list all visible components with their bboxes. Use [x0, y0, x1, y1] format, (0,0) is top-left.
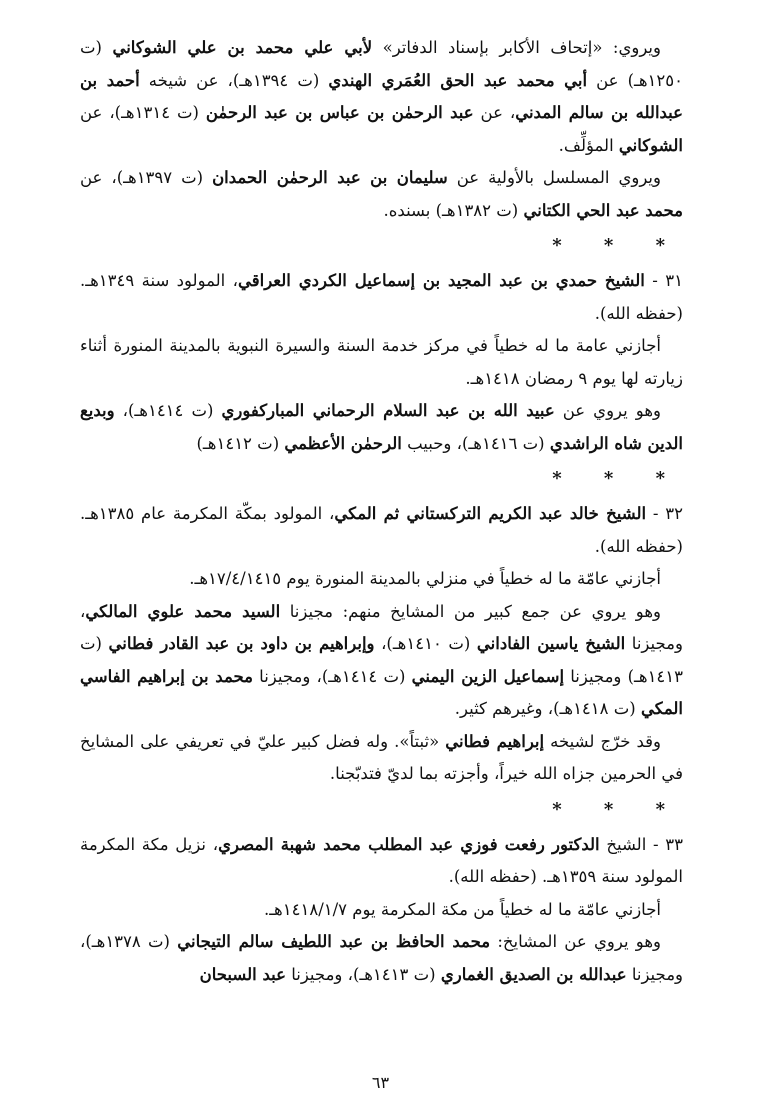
text-run: (ت ١٤١٦هـ)، وحبيب: [401, 433, 550, 453]
text-run: (ت ١٤١٣هـ) ومجيزنا: [80, 634, 684, 686]
text-run: ، نزيل مكة المكرمة المولود سنة ١٣٥٩هـ. (حفظه الله).: [80, 834, 683, 886]
text-run: وهو يروي عن: [554, 401, 661, 420]
text-run: ٣٢ -: [646, 504, 683, 523]
text-run: (ت ١٤١٨هـ)، وغيرهم كثير.: [454, 699, 641, 718]
bold-name-run: عبدالله بن الصديق الغماري: [440, 964, 627, 984]
text-run: أجازني عامّة ما له خطياً من مكة المكرمة يوم ١٤١٨/١/٧هـ.: [263, 899, 661, 919]
bold-name-run: أبي محمد عبد الحق العُمَري الهندي: [328, 70, 588, 90]
bold-name-run: الدكتور رفعت فوزي عبد المطلب محمد شهبة المصري: [218, 834, 600, 854]
bold-name-run: محمد عبد الحي الكتاني: [523, 200, 683, 220]
page-body: [80, 32, 683, 991]
text-run: ، المولود سنة ١٣٤٩هـ. (حفظه الله).: [80, 271, 683, 323]
bold-name-run: عبد الرحمٰن بن عباس بن عبد الرحمٰن: [205, 103, 474, 122]
bold-name-run: الرحمٰن الأعظمي: [284, 433, 402, 453]
body-paragraph: [80, 596, 683, 726]
text-run: (ت ١٤١٢هـ): [196, 433, 285, 453]
bold-name-run: لأبي علي محمد بن علي الشوكاني: [112, 38, 373, 57]
bold-name-run: عبيد الله بن عبد السلام الرحماني المباركفوري: [221, 401, 555, 420]
bold-name-run: الشيخ ياسين الفاداني: [476, 634, 626, 653]
text-run: (ت ١٣١٤هـ)، عن: [80, 103, 206, 122]
text-run: وقد خرّج لشيخه: [544, 731, 661, 751]
bold-name-run: وإبراهيم بن داود بن عبد القادر فطاني: [108, 634, 375, 653]
text-run: ويروي المسلسل بالأولية عن: [447, 168, 661, 187]
body-paragraph: [80, 330, 683, 395]
body-paragraph: [80, 563, 683, 596]
text-run: ٣٣ - الشيخ: [599, 834, 683, 854]
text-run: ، عن: [473, 103, 516, 122]
entry-heading-paragraph: [80, 829, 683, 894]
bold-name-run: الشيخ حمدي بن عبد المجيد بن إسماعيل الكردي العراقي: [237, 271, 645, 290]
body-paragraph: [80, 32, 683, 162]
text-run: ، المولود بمكّة المكرمة عام ١٣٨٥هـ. (حفظه الله).: [80, 504, 683, 556]
bold-name-run: إبراهيم فطاني: [445, 731, 545, 751]
text-run: وهو يروي عن المشايخ:: [490, 932, 661, 951]
text-run: (ت ١٣٧٨هـ)، ومجيزنا: [80, 932, 683, 984]
entry-heading-paragraph: [80, 265, 683, 330]
page-number: ٦٣: [371, 1073, 390, 1092]
text-run: (ت ١٣٩٤هـ)، عن شيخه: [139, 70, 329, 90]
bold-name-run: أحمد بن عبدالله بن سالم المدني: [80, 70, 684, 122]
section-separator: * * *: [552, 235, 683, 256]
text-run: وهو يروي عن جمع كبير من المشايخ منهم: مجيزنا: [280, 601, 661, 621]
text-run: (ت ١٣٨٢هـ) بسنده.: [383, 200, 524, 220]
bold-name-run: محمد بن إبراهيم الفاسي المكي: [80, 666, 683, 718]
body-paragraph: [80, 894, 683, 927]
bold-name-run: محمد الحافظ بن عبد اللطيف سالم التيجاني: [177, 932, 491, 951]
bold-name-run: سليمان بن عبد الرحمٰن الحمدان: [212, 168, 448, 187]
bold-name-run: إسماعيل الزين اليمني: [411, 666, 565, 686]
section-separator: * * *: [552, 468, 683, 489]
bold-name-run: عبد السبحان: [199, 964, 286, 984]
text-run: ٣١ -: [644, 271, 683, 290]
bold-name-run: وبديع الدين شاه الراشدي: [80, 401, 683, 453]
text-run: (ت ١٤١٣هـ)، ومجيزنا: [285, 964, 441, 984]
text-run: (ت ١٤١٤هـ)، ومجيزنا: [253, 666, 412, 686]
body-paragraph: [80, 926, 683, 991]
entry-heading-paragraph: [80, 498, 683, 563]
bold-name-run: السيد محمد علوي المالكي: [85, 601, 281, 621]
text-run: «ثبتاً». وله فضل كبير عليّ في تعريفي على المشايخ في الحرمين جزاه الله خيراً، وأجزته بما لديّ فتدبّجنا.: [80, 731, 683, 783]
text-run: (ت ١٤١٠هـ)،: [374, 634, 477, 653]
body-paragraph: [80, 162, 683, 227]
body-paragraph: [80, 395, 683, 460]
bold-name-run: الشوكاني: [618, 135, 683, 155]
text-run: ويروي: «إتحاف الأكابر بإسناد الدفاتر»: [372, 38, 661, 57]
section-separator: * * *: [552, 798, 683, 820]
text-run: المؤلِّف.: [558, 135, 619, 155]
text-run: (ت ١٢٥٠هـ) عن: [80, 38, 683, 90]
text-run: (ت ١٤١٤هـ)،: [114, 401, 222, 420]
text-run: (ت ١٣٩٧هـ)، عن: [80, 168, 213, 187]
text-run: أجازني عامّة ما له خطياً في منزلي بالمدينة المنورة يوم ١٧/٤/١٤١٥هـ.: [189, 569, 661, 588]
text-run: أجازني عامة ما له خطياً في مركز خدمة السنة والسيرة النبوية بالمدينة المنورة أثناء زيارته لها يوم ٩ رمضان ١٤١٨هـ.: [80, 336, 683, 388]
text-run: ، ومجيزنا: [80, 601, 683, 653]
bold-name-run: الشيخ خالد عبد الكريم التركستاني ثم المكي: [334, 504, 647, 523]
body-paragraph: [80, 726, 683, 791]
